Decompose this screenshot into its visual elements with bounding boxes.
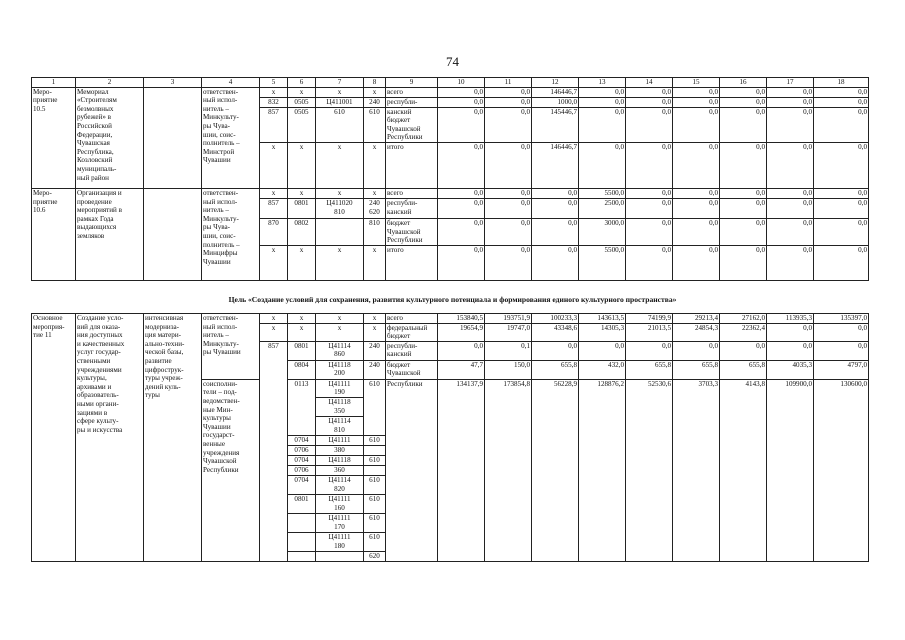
value-cell: 21013,5 xyxy=(626,323,673,341)
value-cell: 5500,0 xyxy=(579,188,626,198)
source-cell: республи- xyxy=(386,97,438,107)
value-cell: 0,0 xyxy=(438,142,485,188)
value-cell: 0,0 xyxy=(720,142,767,188)
column-number: 1 xyxy=(32,78,76,88)
value-cell: 0,0 xyxy=(626,198,673,218)
value-cell: 173854,8 xyxy=(485,379,532,561)
value-cell: 52530,6 xyxy=(626,379,673,561)
source-cell: всего xyxy=(386,314,438,324)
executor-cell: ответствен- ный испол- нитель – Минкульту- ры Чува- шии, соис- полнитель – Минстрой Чувашии xyxy=(202,87,260,188)
budget-table-goal xyxy=(31,313,869,562)
value-cell: 0,0 xyxy=(485,245,532,280)
value-cell: 0,0 xyxy=(720,188,767,198)
value-cell: 0,0 xyxy=(626,341,673,360)
value-cell: 0,0 xyxy=(532,198,579,218)
code-cell xyxy=(288,532,316,551)
code-cell: Ц41114 860 xyxy=(316,341,364,360)
source-cell: итого xyxy=(386,142,438,188)
value-cell: 4143,8 xyxy=(720,379,767,561)
executor-cell: ответствен- ный испол- нитель – Минкульту- ры Чува- шии, соис- полнитель – Минцифры Чувашии xyxy=(202,188,260,280)
code-cell: 0704 xyxy=(288,455,316,465)
code-cell: x xyxy=(316,323,364,341)
code-cell: Ц41111 170 xyxy=(316,513,364,532)
column-number: 10 xyxy=(438,78,485,88)
code-cell: Ц41114 820 xyxy=(316,475,364,494)
budget-table-top xyxy=(31,77,869,281)
code-cell: x xyxy=(288,87,316,97)
value-cell: 0,0 xyxy=(720,97,767,107)
value-cell: 0,0 xyxy=(438,97,485,107)
code-cell: Ц41111 160 xyxy=(316,494,364,513)
code-cell: 240 xyxy=(364,341,386,360)
column-number: 17 xyxy=(767,78,814,88)
value-cell: 128876,2 xyxy=(579,379,626,561)
column-number: 2 xyxy=(76,78,144,88)
value-cell: 0,0 xyxy=(673,87,720,97)
code-cell: 240 620 xyxy=(364,198,386,218)
value-cell: 4797,0 xyxy=(814,360,869,379)
source-cell: республи- канский xyxy=(386,198,438,218)
value-cell: 0,0 xyxy=(626,245,673,280)
value-cell: 0,0 xyxy=(720,198,767,218)
source-cell: бюджет Чувашской Республики xyxy=(386,218,438,245)
code-cell xyxy=(364,465,386,475)
indicator-cell: интенсивная модерниза- ция матери- ально-техни- ческой базы, развитие цифрострук- туры учреж- дений куль- туры xyxy=(144,314,202,562)
value-cell: 0,0 xyxy=(673,107,720,142)
source-cell: бюджет Чувашской xyxy=(386,360,438,379)
value-cell: 4035,3 xyxy=(767,360,814,379)
value-cell: 0,0 xyxy=(814,341,869,360)
source-cell: итого xyxy=(386,245,438,280)
value-cell: 143613,5 xyxy=(579,314,626,324)
code-cell: Ц41118 200 xyxy=(316,360,364,379)
value-cell: 29213,4 xyxy=(673,314,720,324)
code-cell: x xyxy=(316,245,364,280)
value-cell: 0,0 xyxy=(720,218,767,245)
source-cell: Республики xyxy=(386,379,438,561)
value-cell: 0,0 xyxy=(579,87,626,97)
value-cell: 100233,3 xyxy=(532,314,579,324)
code-cell: x xyxy=(364,142,386,188)
value-cell: 0,0 xyxy=(579,341,626,360)
value-cell: 0,0 xyxy=(814,97,869,107)
value-cell: 655,8 xyxy=(720,360,767,379)
value-cell: 47,7 xyxy=(438,360,485,379)
value-cell: 2500,0 xyxy=(579,198,626,218)
code-cell: x xyxy=(260,87,288,97)
page-number: 74 xyxy=(446,54,459,69)
value-cell: 0,0 xyxy=(485,218,532,245)
value-cell: 0,0 xyxy=(532,245,579,280)
column-number: 18 xyxy=(814,78,869,88)
code-cell xyxy=(288,551,316,561)
column-number: 14 xyxy=(626,78,673,88)
value-cell: 134137,9 xyxy=(438,379,485,561)
value-cell: 0,0 xyxy=(626,107,673,142)
measure-name: Создание усло- вий для оказа- ния доступных и качественных услуг государ- ственными учреждениями культуры, архивами и образователь- ными органи- зациями в сфере культу- ры и искусства xyxy=(76,314,144,562)
column-number: 7 xyxy=(316,78,364,88)
value-cell: 0,0 xyxy=(767,341,814,360)
value-cell: 56228,9 xyxy=(532,379,579,561)
code-cell xyxy=(288,513,316,532)
code-cell: 0801 xyxy=(288,341,316,360)
value-cell: 0,0 xyxy=(720,87,767,97)
column-number: 4 xyxy=(202,78,260,88)
code-cell: 0113 xyxy=(288,379,316,435)
measure-label: Основное мероприя- тие 11 xyxy=(32,314,76,562)
value-cell: 0,0 xyxy=(626,87,673,97)
value-cell: 0,0 xyxy=(438,198,485,218)
measure-label: Меро- приятие 10.6 xyxy=(32,188,76,280)
measure-name: Организация и проведение мероприятий в рамках Года выдающихся земляков xyxy=(76,188,144,280)
value-cell: 0,0 xyxy=(720,107,767,142)
value-cell: 0,0 xyxy=(767,218,814,245)
value-cell: 22362,4 xyxy=(720,323,767,341)
code-cell: x xyxy=(316,142,364,188)
code-cell: 610 xyxy=(364,379,386,435)
code-cell: 832 xyxy=(260,97,288,107)
code-cell: 0801 xyxy=(288,494,316,513)
value-cell: 43348,6 xyxy=(532,323,579,341)
code-cell: 360 xyxy=(316,465,364,475)
value-cell: 0,0 xyxy=(767,87,814,97)
code-cell: 610 xyxy=(364,532,386,551)
executor-cell: ответствен- ный испол- нитель – Минкульту- ры Чувашии xyxy=(202,314,260,380)
code-cell: x xyxy=(260,188,288,198)
value-cell: 0,0 xyxy=(626,142,673,188)
value-cell: 74199,9 xyxy=(626,314,673,324)
value-cell: 113935,3 xyxy=(767,314,814,324)
code-cell: 610 xyxy=(364,513,386,532)
source-cell: федеральный бюджет xyxy=(386,323,438,341)
code-cell: 0706 xyxy=(288,465,316,475)
code-cell xyxy=(364,445,386,455)
code-cell xyxy=(316,551,364,561)
table-row xyxy=(32,87,869,97)
value-cell: 0,0 xyxy=(438,218,485,245)
value-cell: 0,0 xyxy=(814,188,869,198)
code-cell: x xyxy=(364,188,386,198)
value-cell: 109900,0 xyxy=(767,379,814,561)
value-cell: 19654,9 xyxy=(438,323,485,341)
value-cell: 3703,3 xyxy=(673,379,720,561)
code-cell: x xyxy=(364,245,386,280)
code-cell: Ц41114 810 xyxy=(316,416,364,435)
value-cell: 0,0 xyxy=(485,142,532,188)
value-cell: 0,0 xyxy=(485,107,532,142)
column-number: 13 xyxy=(579,78,626,88)
empty-cell xyxy=(144,188,202,280)
column-number: 3 xyxy=(144,78,202,88)
value-cell: 1000,0 xyxy=(532,97,579,107)
code-cell: Ц41111 xyxy=(316,435,364,445)
value-cell: 0,0 xyxy=(438,87,485,97)
goal-heading: Цель «Создание условий для сохранения, развития культурного потенциала и формирования единого культурного пространства» xyxy=(228,295,677,304)
code-cell: x xyxy=(364,323,386,341)
code-cell: 610 xyxy=(316,107,364,142)
value-cell: 0,0 xyxy=(767,97,814,107)
code-cell: Ц41118 350 xyxy=(316,397,364,416)
code-cell: 240 xyxy=(364,360,386,379)
code-cell: Ц41111 190 xyxy=(316,379,364,397)
code-cell: 810 xyxy=(364,218,386,245)
value-cell: 0,0 xyxy=(626,97,673,107)
code-cell: x xyxy=(288,323,316,341)
value-cell: 153840,5 xyxy=(438,314,485,324)
value-cell: 193751,9 xyxy=(485,314,532,324)
value-cell: 0,0 xyxy=(485,188,532,198)
table-row xyxy=(32,314,869,324)
source-cell: всего xyxy=(386,87,438,97)
code-cell: 0505 xyxy=(288,107,316,142)
code-cell: x xyxy=(260,323,288,341)
value-cell: 0,0 xyxy=(814,323,869,341)
source-cell: всего xyxy=(386,188,438,198)
value-cell: 130600,0 xyxy=(814,379,869,561)
value-cell: 0,0 xyxy=(673,142,720,188)
value-cell: 0,0 xyxy=(720,341,767,360)
column-number: 9 xyxy=(386,78,438,88)
value-cell: 432,0 xyxy=(579,360,626,379)
source-cell: канский бюджет Чувашской Республики xyxy=(386,107,438,142)
code-cell: x xyxy=(260,142,288,188)
value-cell: 0,0 xyxy=(485,198,532,218)
column-number: 8 xyxy=(364,78,386,88)
value-cell: 0,0 xyxy=(579,97,626,107)
value-cell: 24854,3 xyxy=(673,323,720,341)
empty-cell xyxy=(144,87,202,188)
code-cell: x xyxy=(364,87,386,97)
code-cell: 610 xyxy=(364,455,386,465)
value-cell: 0,0 xyxy=(438,107,485,142)
code-cell: 240 xyxy=(364,97,386,107)
value-cell: 146446,7 xyxy=(532,142,579,188)
code-cell: 857 xyxy=(260,341,288,561)
code-cell: x xyxy=(260,314,288,324)
column-number: 15 xyxy=(673,78,720,88)
code-cell: 610 xyxy=(364,494,386,513)
value-cell: 0,0 xyxy=(626,218,673,245)
code-cell: x xyxy=(288,188,316,198)
code-cell: 380 xyxy=(316,445,364,455)
code-cell: x xyxy=(288,314,316,324)
value-cell: 0,1 xyxy=(485,341,532,360)
column-number: 6 xyxy=(288,78,316,88)
value-cell: 145446,7 xyxy=(532,107,579,142)
value-cell: 0,0 xyxy=(673,198,720,218)
code-cell: Ц411020 810 xyxy=(316,198,364,218)
value-cell: 0,0 xyxy=(767,245,814,280)
value-cell: 0,0 xyxy=(579,142,626,188)
code-cell: Ц41118 xyxy=(316,455,364,465)
code-cell: 0802 xyxy=(288,218,316,245)
value-cell: 0,0 xyxy=(814,198,869,218)
code-cell: x xyxy=(316,87,364,97)
code-cell: x xyxy=(288,142,316,188)
value-cell: 27162,0 xyxy=(720,314,767,324)
value-cell: 14305,3 xyxy=(579,323,626,341)
code-cell: x xyxy=(364,314,386,324)
value-cell: 146446,7 xyxy=(532,87,579,97)
value-cell: 0,0 xyxy=(626,188,673,198)
measure-name: Мемориал «Строителям безмолвных рубежей» в Российской Федерации, Чувашская Республика, Козловский муниципаль- ный район xyxy=(76,87,144,188)
code-cell: 870 xyxy=(260,218,288,245)
value-cell: 0,0 xyxy=(532,188,579,198)
table-row xyxy=(32,188,869,198)
code-cell: Ц41111 180 xyxy=(316,532,364,551)
code-cell: x xyxy=(288,245,316,280)
value-cell: 135397,0 xyxy=(814,314,869,324)
value-cell: 0,0 xyxy=(767,142,814,188)
header-row xyxy=(32,78,869,88)
value-cell: 0,0 xyxy=(720,245,767,280)
value-cell: 0,0 xyxy=(814,142,869,188)
value-cell: 150,0 xyxy=(485,360,532,379)
code-cell: 857 xyxy=(260,198,288,218)
value-cell: 19747,0 xyxy=(485,323,532,341)
value-cell: 0,0 xyxy=(814,107,869,142)
value-cell: 5500,0 xyxy=(579,245,626,280)
value-cell: 0,0 xyxy=(673,218,720,245)
code-cell: 0804 xyxy=(288,360,316,379)
code-cell: x xyxy=(316,314,364,324)
value-cell: 0,0 xyxy=(814,245,869,280)
column-number: 11 xyxy=(485,78,532,88)
value-cell: 0,0 xyxy=(673,97,720,107)
source-cell: республи- канский xyxy=(386,341,438,360)
value-cell: 0,0 xyxy=(485,97,532,107)
value-cell: 0,0 xyxy=(767,188,814,198)
value-cell: 0,0 xyxy=(579,107,626,142)
code-cell: 0801 xyxy=(288,198,316,218)
column-number: 12 xyxy=(532,78,579,88)
value-cell: 0,0 xyxy=(814,87,869,97)
code-cell: 610 xyxy=(364,475,386,494)
code-cell xyxy=(316,218,364,245)
code-cell: 620 xyxy=(364,551,386,561)
code-cell: 610 xyxy=(364,435,386,445)
value-cell: 0,0 xyxy=(767,323,814,341)
executor-cell: соисполни- тели – под- ведомствен- ные Мин- культуры Чувашии государст- венные учреждения Чувашской Республики xyxy=(202,379,260,561)
measure-label: Меро- приятие 10.5 xyxy=(32,87,76,188)
code-cell: 0706 xyxy=(288,445,316,455)
code-cell: x xyxy=(316,188,364,198)
code-cell: Ц411001 xyxy=(316,97,364,107)
value-cell: 655,8 xyxy=(673,360,720,379)
value-cell: 0,0 xyxy=(438,245,485,280)
value-cell: 0,0 xyxy=(814,218,869,245)
value-cell: 0,0 xyxy=(767,107,814,142)
code-cell: 857 xyxy=(260,107,288,142)
code-cell: x xyxy=(260,245,288,280)
code-cell: 0704 xyxy=(288,475,316,494)
column-number: 16 xyxy=(720,78,767,88)
value-cell: 655,8 xyxy=(626,360,673,379)
value-cell: 655,8 xyxy=(532,360,579,379)
column-number: 5 xyxy=(260,78,288,88)
value-cell: 0,0 xyxy=(438,341,485,360)
code-cell: 0704 xyxy=(288,435,316,445)
value-cell: 0,0 xyxy=(673,341,720,360)
value-cell: 0,0 xyxy=(673,245,720,280)
value-cell: 0,0 xyxy=(767,198,814,218)
value-cell: 0,0 xyxy=(532,341,579,360)
value-cell: 0,0 xyxy=(532,218,579,245)
value-cell: 0,0 xyxy=(438,188,485,198)
value-cell: 3000,0 xyxy=(579,218,626,245)
value-cell: 0,0 xyxy=(673,188,720,198)
code-cell: 610 xyxy=(364,107,386,142)
value-cell: 0,0 xyxy=(485,87,532,97)
code-cell: 0505 xyxy=(288,97,316,107)
